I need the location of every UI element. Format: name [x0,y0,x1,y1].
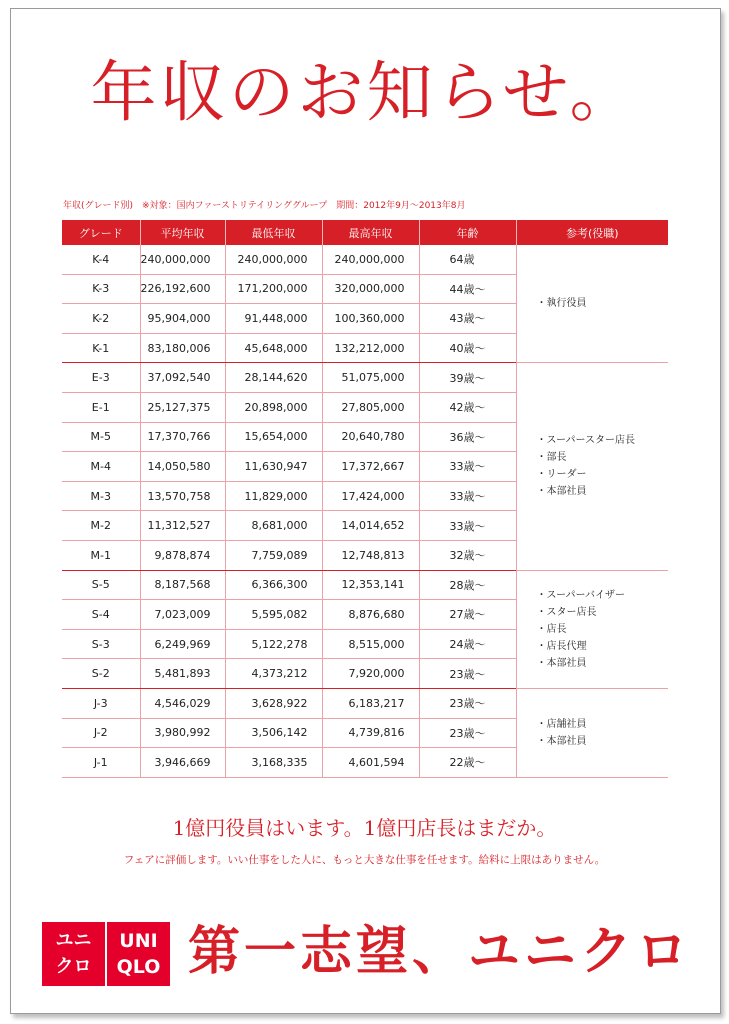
minimum-cell: 91,448,000 [225,304,322,334]
minimum-cell: 3,628,922 [225,688,322,718]
role-line: ・スター店長 [536,606,597,618]
header-grade: グレード [62,220,140,245]
age-cell: 33歳〜 [419,511,516,541]
average-cell: 95,904,000 [140,304,225,334]
maximum-cell: 20,640,780 [322,422,419,452]
logo-latin-top: UNI [119,930,158,952]
minimum-cell: 7,759,089 [225,540,322,570]
maximum-cell: 8,515,000 [322,629,419,659]
grade-cell: M-3 [62,481,140,511]
grade-cell: S-5 [62,570,140,600]
average-cell: 17,370,766 [140,422,225,452]
grade-cell: J-2 [62,718,140,748]
age-cell: 23歳〜 [419,718,516,748]
table-caption: 年収(グレード別) ※対象：国内ファーストリテイリンググループ 期間：2012年9月〜2013年8月 [63,201,466,211]
role-line: ・本部社員 [536,657,587,669]
role-line: ・店舗社員 [536,718,587,730]
grade-cell: M-5 [62,422,140,452]
role-line: ・スーパースター店長 [536,435,635,447]
grade-cell: M-4 [62,452,140,482]
minimum-cell: 171,200,000 [225,274,322,304]
average-cell: 37,092,540 [140,363,225,393]
age-cell: 44歳〜 [419,274,516,304]
role-line: ・リーダー [536,469,587,481]
role-cell [516,570,668,688]
maximum-cell: 12,353,141 [322,570,419,600]
table-row [62,245,668,274]
minimum-cell: 4,373,212 [225,659,322,689]
age-cell: 23歳〜 [419,688,516,718]
role-line: ・店長代理 [536,640,587,652]
minimum-cell: 3,168,335 [225,748,322,778]
average-cell: 9,878,874 [140,540,225,570]
grade-cell: E-3 [62,363,140,393]
grade-cell: K-2 [62,304,140,334]
grade-cell: K-4 [62,245,140,274]
age-cell: 64歳 [419,245,516,274]
minimum-cell: 6,366,300 [225,570,322,600]
maximum-cell: 4,739,816 [322,718,419,748]
logo-katakana-top: ユニ [55,930,92,951]
minimum-cell: 15,654,000 [225,422,322,452]
subline: フェアに評価します。いい仕事をした人に、もっと大きな仕事を任せます。給料に上限はありません。 [123,854,606,866]
tagline: 1億円役員はいます。1億円店長はまだか。 [172,816,557,840]
age-cell: 36歳〜 [419,422,516,452]
table-body [62,245,668,777]
age-cell: 43歳〜 [419,304,516,334]
minimum-cell: 8,681,000 [225,511,322,541]
grade-cell: K-3 [62,274,140,304]
age-cell: 39歳〜 [419,363,516,393]
maximum-cell: 132,212,000 [322,333,419,363]
minimum-cell: 28,144,620 [225,363,322,393]
maximum-cell: 17,424,000 [322,481,419,511]
grade-cell: S-3 [62,629,140,659]
age-cell: 40歳〜 [419,333,516,363]
minimum-cell: 11,630,947 [225,452,322,482]
average-cell: 11,312,527 [140,511,225,541]
table-header-row [62,220,668,245]
minimum-cell: 3,506,142 [225,718,322,748]
maximum-cell: 14,014,652 [322,511,419,541]
maximum-cell: 51,075,000 [322,363,419,393]
minimum-cell: 45,648,000 [225,333,322,363]
average-cell: 7,023,009 [140,600,225,630]
average-cell: 5,481,893 [140,659,225,689]
average-cell: 6,249,969 [140,629,225,659]
maximum-cell: 27,805,000 [322,392,419,422]
role-line: ・部長 [536,452,567,464]
maximum-cell: 240,000,000 [322,245,419,274]
average-cell: 3,980,992 [140,718,225,748]
average-cell: 3,946,669 [140,748,225,778]
minimum-cell: 240,000,000 [225,245,322,274]
header-minimum: 最低年収 [225,220,322,245]
average-cell: 4,546,029 [140,688,225,718]
grade-cell: K-1 [62,333,140,363]
maximum-cell: 7,920,000 [322,659,419,689]
maximum-cell: 17,372,667 [322,452,419,482]
table-row [62,688,668,718]
age-cell: 33歳〜 [419,452,516,482]
grade-cell: M-1 [62,540,140,570]
maximum-cell: 320,000,000 [322,274,419,304]
grade-cell: S-4 [62,600,140,630]
logo-katakana-block [42,922,105,986]
header-role: 参考(役職) [516,220,668,245]
grade-cell: J-1 [62,748,140,778]
header-maximum: 最高年収 [322,220,419,245]
average-cell: 226,192,600 [140,274,225,304]
role-line: ・スーパーバイザー [536,589,625,601]
logo-latin-block [107,922,170,986]
age-cell: 23歳〜 [419,659,516,689]
minimum-cell: 5,595,082 [225,600,322,630]
table-row [62,363,668,393]
uniqlo-logo [42,922,170,986]
maximum-cell: 8,876,680 [322,600,419,630]
role-cell [516,245,668,363]
minimum-cell: 11,829,000 [225,481,322,511]
poster-title: 年収のお知らせ。 [90,54,639,131]
logo-katakana-bottom: クロ [55,956,92,977]
role-line: ・執行役員 [536,298,587,310]
header-age: 年齢 [419,220,516,245]
average-cell: 240,000,000 [140,245,225,274]
average-cell: 14,050,580 [140,452,225,482]
header-average: 平均年収 [140,220,225,245]
maximum-cell: 4,601,594 [322,748,419,778]
role-cell [516,688,668,777]
grade-cell: J-3 [62,688,140,718]
role-cell [516,363,668,570]
age-cell: 42歳〜 [419,392,516,422]
slogan: 第一志望、ユニクロ [188,922,693,982]
maximum-cell: 12,748,813 [322,540,419,570]
average-cell: 13,570,758 [140,481,225,511]
maximum-cell: 100,360,000 [322,304,419,334]
age-cell: 28歳〜 [419,570,516,600]
role-line: ・本部社員 [536,735,587,747]
minimum-cell: 5,122,278 [225,629,322,659]
role-line: ・店長 [536,623,567,635]
age-cell: 27歳〜 [419,600,516,630]
logo-latin-bottom: QLO [116,956,161,978]
age-cell: 33歳〜 [419,481,516,511]
maximum-cell: 6,183,217 [322,688,419,718]
role-line: ・本部社員 [536,486,587,498]
average-cell: 8,187,568 [140,570,225,600]
age-cell: 22歳〜 [419,748,516,778]
grade-cell: S-2 [62,659,140,689]
grade-cell: M-2 [62,511,140,541]
average-cell: 83,180,006 [140,333,225,363]
average-cell: 25,127,375 [140,392,225,422]
age-cell: 24歳〜 [419,629,516,659]
salary-table [62,220,668,778]
age-cell: 32歳〜 [419,540,516,570]
minimum-cell: 20,898,000 [225,392,322,422]
table-row [62,570,668,600]
grade-cell: E-1 [62,392,140,422]
